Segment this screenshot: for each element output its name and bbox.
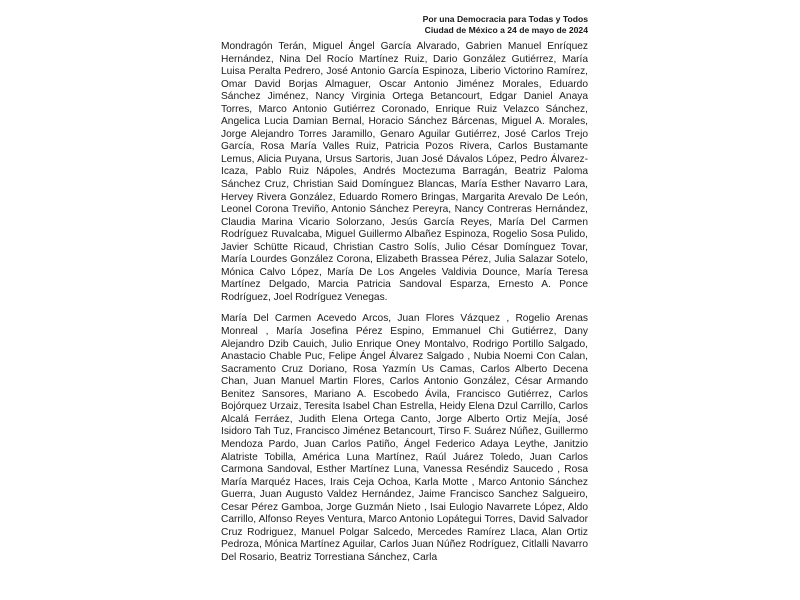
signatory-list [221,41,588,564]
header-slogan: Por una Democracia para Todas y Todos [422,14,588,24]
document-header [423,14,588,36]
signatories-paragraph-1: Mondragón Terán, Miguel Ángel García Alvarado, Gabrien Manuel Enríquez Hernández, Nina Del Rocío Martínez Ruiz, Dario González Gutiérrez, María Luisa Peralta Pedrero, José Antonio García Espinoza, Liberio Victorino Ramírez, Omar David Borjas Almaguer, Oscar Antonio Jiménez Morales, Eduardo Sánchez Jiménez, Nancy Virginia Ortega Betancourt, Edgar Daniel Anaya Torres, Marco Antonio Gutiérrez Coronado, Enrique Ruiz Velazco Sánchez, Angelica Lucia Damian Bernal, Horacio Sánchez Bárcenas, Miguel A. Morales, Jorge Alejandro Torres Jaramillo, Genaro Aguilar Gutiérrez, José Carlos Trejo García, Rosa María Valles Ruiz, Patricia Pozos Rivera, Carlos Bustamante Lemus, Alicia Puyana, Ursus Sartoris, Juan José Dávalos López, Pedro Álvarez-Icaza, Pablo Ruiz Nápoles, Andrés Moctezuma Barragán, Beatriz Paloma Sánchez Cruz, Christian Said Domínguez Blancas, María Esther Navarro Lara, Hervey Rivera González, Eduardo Romero Bringas, Margarita Arevalo De León, Leonel Corona Treviño, Antonio Sánchez Pereyra, Nancy Contreras Hernández, Claudia Marina Vicario Solorzano, Jesús García Reyes, María Del Carmen Rodríguez Ruvalcaba, Miguel Guillermo Albañez Espinoza, Rogelio Sosa Pulido, Javier Schütte Ricaud, Christian Castro Solís, Julio César Domínguez Tovar, María Lourdes González Corona, Elizabeth Brassea Pérez, Julia Salazar Sotelo, Mónica Calvo López, María De Los Angeles Valdivia Dounce, María Teresa Martínez Delgado, Marcia Patricia Sandoval Esparza, Ernesto A. Ponce Rodríguez, Joel Rodríguez Venegas. [221,41,588,303]
signatories-paragraph-2: María Del Carmen Acevedo Arcos, Juan Flores Vázquez , Rogelio Arenas Monreal , María Josefina Pérez Espino, Emmanuel Chi Gutiérrez, Dany Alejandro Dzib Cauich, Julio Enrique Oney Montalvo, Rodrigo Portillo Salgado, Anastacio Chable Puc, Felipe Ángel Álvarez Salgado , Nubia Noemi Con Calan, Sacramento Cruz Doriano, Rosa Yazmín Us Camas, Carlos Alberto Decena Chan, Juan Manuel Martin Flores, Carlos Antonio González, César Armando Benitez Sansores, Mariano A. Escobedo Ávila, Francisco Gutiérrez, Carlos Bojórquez Urzaiz, Teresita Isabel Chan Estrella, Heidy Elena Dzul Carrillo, Carlos Alcalá Ferráez, Judith Elena Ortega Canto, Jorge Alberto Ortiz Mejía, José Isidoro Tah Tuz, Francisco Jiménez Betancourt, Tirso F. Suárez Núñez, Guillermo Mendoza Pardo, Juan Carlos Patiño, Ángel Federico Adaya Leythe, Janitzio Alatriste Tobilla, América Luna Martínez, Raúl Juárez Toledo, Juan Carlos Carmona Sandoval, Esther Martínez Luna, Vanessa Reséndiz Saucedo , Rosa María Marquéz Haces, Irais Ceja Ochoa, Karla Motte , Marco Antonio Sánchez Guerra, Juan Augusto Valdez Hernández, Jaime Francisco Sanchez Salgueiro, Cesar Pérez Gamboa, Jorge Guzmán Nieto , Isai Eulogio Navarrete López, Aldo Carrillo, Alfonso Reyes Ventura, Marco Antonio Lopátegui Torres, David Salvador Cruz Rodriguez, Manuel Polgar Salcedo, Mercedes Ramírez Llaca, Alan Ortiz Pedroza, Mónica Martínez Aguilar, Carlos Juan Núñez Rodríguez, Citlalli Navarro Del Rosario, Beatriz Torrestiana Sánchez, Carla [221,313,588,563]
header-place-date: Ciudad de México a 24 de mayo de 2024 [424,25,588,35]
